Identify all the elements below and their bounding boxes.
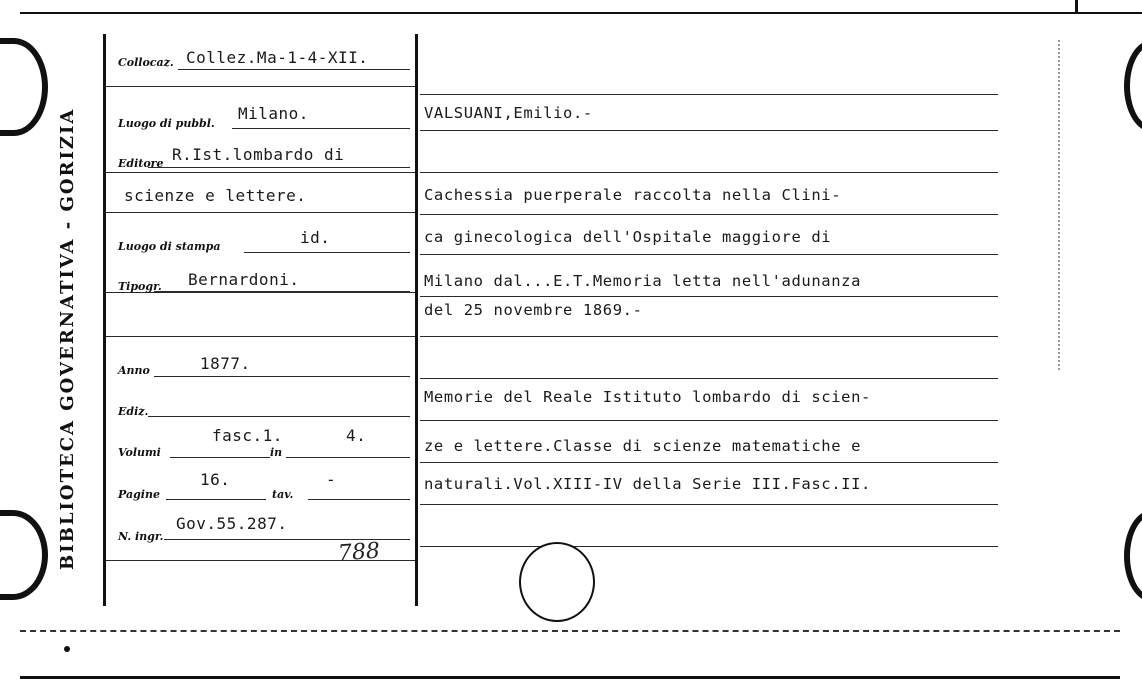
luogo-pubbl-value: Milano. bbox=[238, 104, 309, 123]
right-rule bbox=[420, 420, 998, 421]
collocazione-label: Collocaz. bbox=[118, 56, 174, 69]
editore-value-line1: R.Ist.lombardo di bbox=[172, 145, 345, 164]
volumi-label: Volumi bbox=[118, 446, 161, 459]
right-rule bbox=[420, 254, 998, 255]
left-rule bbox=[106, 86, 415, 87]
tipogr-value: Bernardoni. bbox=[188, 270, 300, 289]
title-line-4: del 25 novembre 1869.- bbox=[424, 301, 643, 319]
middle-vertical-rule bbox=[415, 34, 418, 606]
scan-mark bbox=[64, 646, 70, 652]
field-underline bbox=[148, 416, 410, 417]
punch-hole-circle bbox=[519, 542, 595, 622]
title-line-1: Cachessia puerperale raccolta nella Clini- bbox=[424, 186, 842, 204]
editore-value-line2: scienze e lettere. bbox=[124, 186, 307, 205]
handwritten-number: 788 bbox=[337, 538, 381, 567]
luogo-stampa-value: id. bbox=[300, 228, 331, 247]
left-binding-arc-top bbox=[0, 38, 48, 136]
right-edge-marks bbox=[1058, 40, 1062, 370]
field-underline bbox=[286, 457, 410, 458]
luogo-stampa-label: Luogo di stampa bbox=[118, 240, 221, 253]
series-line-2: ze e lettere.Classe di scienze matematiche e bbox=[424, 437, 861, 455]
right-rule bbox=[420, 296, 998, 297]
bottom-dashed-line bbox=[20, 630, 1120, 632]
volumi-in-label: in bbox=[270, 446, 283, 459]
volumi-in-value: 4. bbox=[346, 426, 367, 445]
left-rule bbox=[106, 172, 415, 173]
editore-label: Editore bbox=[118, 157, 164, 170]
field-underline bbox=[244, 252, 410, 253]
right-rule bbox=[420, 504, 998, 505]
tipogr-label: Tipogr. bbox=[118, 280, 162, 293]
right-rule bbox=[420, 336, 998, 337]
luogo-pubbl-label: Luogo di pubbl. bbox=[118, 117, 215, 130]
anno-label: Anno bbox=[118, 364, 150, 377]
right-rule bbox=[420, 94, 998, 95]
right-binding-arc-bottom bbox=[1124, 510, 1142, 602]
series-line-1: Memorie del Reale Istituto lombardo di scien- bbox=[424, 388, 871, 406]
right-rule bbox=[420, 546, 998, 547]
right-rule bbox=[420, 172, 998, 173]
ingr-label: N. ingr. bbox=[118, 530, 164, 543]
ingr-value: Gov.55.287. bbox=[176, 514, 288, 533]
field-underline bbox=[170, 457, 270, 458]
pagine-value: 16. bbox=[200, 470, 231, 489]
bottom-border bbox=[20, 676, 1120, 679]
library-vertical-label: BIBLIOTECA GOVERNATIVA - GORIZIA bbox=[57, 107, 78, 570]
field-underline bbox=[308, 499, 410, 500]
volumi-value: fasc.1. bbox=[212, 426, 283, 445]
right-rule bbox=[420, 130, 998, 131]
ediz-label: Ediz. bbox=[118, 405, 149, 418]
field-underline bbox=[148, 167, 410, 168]
right-rule bbox=[420, 462, 998, 463]
right-binding-arc-top bbox=[1124, 40, 1142, 132]
field-underline bbox=[154, 376, 410, 377]
series-line-3: naturali.Vol.XIII-IV della Serie III.Fasc.II. bbox=[424, 475, 871, 493]
field-underline bbox=[232, 128, 410, 129]
anno-value: 1877. bbox=[200, 354, 251, 373]
field-underline bbox=[178, 69, 410, 70]
right-rule bbox=[420, 214, 998, 215]
collocazione-value: Collez.Ma-1-4-XII. bbox=[186, 48, 369, 67]
tav-value: - bbox=[326, 470, 337, 489]
title-line-2: ca ginecologica dell'Ospitale maggiore di bbox=[424, 228, 832, 246]
left-rule bbox=[106, 336, 415, 337]
left-rule bbox=[106, 212, 415, 213]
tav-label: tav. bbox=[272, 488, 294, 501]
title-line-3: Milano dal...E.T.Memoria letta nell'adunanza bbox=[424, 272, 861, 290]
right-rule bbox=[420, 378, 998, 379]
card-corner-mark bbox=[1075, 0, 1078, 14]
author-name: VALSUANI,Emilio.- bbox=[424, 104, 593, 122]
card-top-border bbox=[20, 12, 1142, 14]
field-underline bbox=[166, 499, 266, 500]
field-underline bbox=[154, 291, 410, 292]
left-binding-arc-bottom bbox=[0, 510, 48, 600]
left-vertical-rule bbox=[103, 34, 106, 606]
pagine-label: Pagine bbox=[118, 488, 160, 501]
